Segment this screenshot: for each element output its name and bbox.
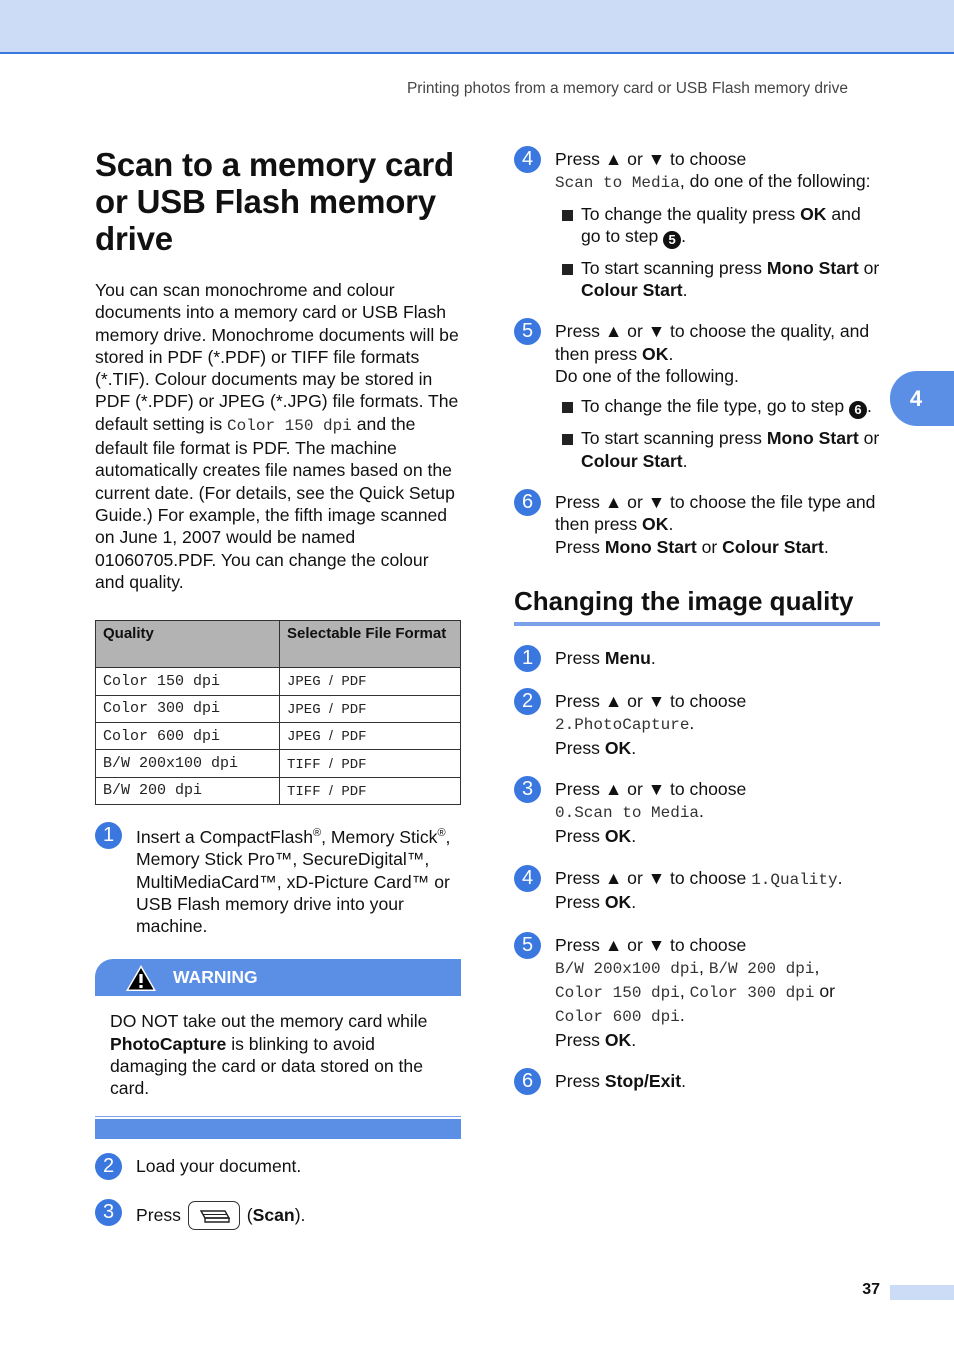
step-text	[555, 1068, 880, 1092]
b-text: To start scanning press	[581, 428, 767, 449]
b-text: .	[867, 396, 872, 417]
format-a: TIFF	[287, 756, 321, 773]
right-column	[514, 140, 880, 1092]
b-bold: Mono Start	[766, 257, 859, 278]
quality-cell: Color 150 dpi	[96, 668, 280, 695]
scan-label: Scan	[252, 1204, 295, 1225]
warning-footer	[95, 1116, 461, 1139]
format-cell	[280, 695, 461, 722]
step-text	[136, 822, 461, 937]
b-bold: OK	[800, 203, 827, 224]
b-bold: Mono Start	[766, 428, 859, 449]
s4-post: , do one of the following:	[679, 171, 871, 192]
s6-bold: OK	[642, 514, 669, 535]
step-text	[555, 645, 880, 669]
bullet-start-scanning	[555, 427, 880, 472]
q-text: .	[699, 801, 704, 822]
b-text: To change the quality press	[581, 203, 801, 224]
q-text: Press ▲ or ▼ to choose	[555, 934, 747, 955]
q-text: Press ▲ or ▼ to choose	[555, 779, 747, 800]
q-text: Press	[555, 825, 605, 846]
step1-text-c: , Memory Stick Pro™, SecureDigital™, MultiMediaCard™, xD-Picture Card™ or USB Flash memory drive into your machine.	[136, 826, 451, 937]
step-text	[555, 318, 880, 387]
quality-cell: Color 300 dpi	[96, 695, 280, 722]
s6-pre: Press ▲ or ▼ to choose the file type and then press	[555, 491, 876, 535]
q-text: Press ▲ or ▼ to choose	[555, 867, 752, 888]
q-bold: Stop/Exit	[604, 1071, 682, 1092]
s6-l2-bold: Mono Start	[604, 536, 697, 557]
format-a: JPEG	[287, 729, 321, 746]
warning-footer-bar	[95, 1119, 461, 1139]
q-bold: OK	[604, 892, 632, 913]
step-number: 1	[514, 645, 541, 672]
q-code: 1.Quality	[751, 870, 838, 889]
q-text: Press	[555, 1029, 605, 1050]
s4-pre: Press ▲ or ▼ to choose	[555, 149, 747, 169]
q-text: .	[681, 1071, 687, 1092]
format-b: PDF	[341, 783, 367, 800]
table-row	[96, 668, 461, 695]
q-text: ,	[814, 956, 820, 977]
format-sep: /	[329, 672, 333, 689]
step-number: 1	[95, 822, 122, 849]
step-text	[555, 865, 880, 914]
format-a: TIFF	[287, 783, 321, 800]
format-cell	[280, 750, 461, 777]
table-header-row	[96, 621, 461, 668]
format-b: PDF	[341, 756, 367, 773]
quality-table	[95, 620, 461, 805]
step-text	[136, 1199, 461, 1230]
q-bold: OK	[604, 1029, 632, 1050]
b-text: or	[858, 428, 880, 449]
q-text: .	[650, 647, 656, 668]
intro-text-1: You can scan monochrome and colour documents into a memory card or USB Flash memory drive. Monochrome documents will be stored in PDF (*.PDF) or TIFF file formats (*.TIF). Colour documents may be stored in PDF (*.PDF) or JPEG (*.JPG) file formats. The default setting is	[95, 280, 459, 434]
intro-text-2: and the default file format is PDF. The machine automatically creates file names based on the current date. (For details, see the Quick Setup Guide.) For example, the fifth image scanned on June 1, 2007 would be named 01060705.PDF. You can change the colour and quality.	[95, 413, 455, 592]
q-text: .	[679, 1005, 685, 1026]
step-press-scan	[95, 1199, 461, 1230]
intro-paragraph	[95, 279, 461, 593]
quality-cell: B/W 200 dpi	[96, 777, 280, 804]
step-number: 3	[95, 1199, 122, 1226]
top-band	[0, 0, 954, 54]
quality-cell: Color 600 dpi	[96, 722, 280, 749]
warning-label: WARNING	[173, 967, 258, 988]
s5-bold: OK	[642, 343, 669, 364]
format-sep: /	[329, 727, 333, 744]
q-text: ,	[699, 956, 709, 977]
q-bold: Menu	[604, 647, 651, 668]
step1-text-b: , Memory Stick	[321, 826, 438, 847]
q-code: B/W 200 dpi	[708, 959, 815, 978]
step-ref-badge: 5	[663, 231, 681, 249]
q-text: .	[631, 1029, 637, 1050]
step-number: 6	[514, 489, 541, 516]
q-code: 0.Scan to Media	[555, 804, 700, 823]
q-code: B/W 200x100 dpi	[555, 959, 700, 978]
format-b: PDF	[341, 674, 367, 691]
section-title: Changing the image quality	[514, 586, 880, 626]
b-text: To change the file type, go to step	[581, 396, 849, 417]
b-text: .	[682, 450, 688, 471]
warning-body	[95, 996, 461, 1099]
table-row	[96, 695, 461, 722]
format-cell	[280, 668, 461, 695]
header-quality: Quality	[96, 621, 280, 668]
chapter-tab: 4	[890, 371, 954, 426]
registered-mark: ®	[313, 827, 322, 840]
warning-bold: PhotoCapture	[110, 1033, 227, 1054]
bullet-change-file-type	[555, 395, 880, 419]
step-number: 2	[514, 688, 541, 715]
format-a: JPEG	[287, 701, 321, 718]
bullet-change-quality	[555, 203, 880, 249]
q-text: ,	[679, 981, 690, 1002]
quality-step-quality	[514, 865, 880, 914]
s6-end: .	[668, 514, 674, 535]
q-text: Press	[555, 892, 605, 913]
q-text: or	[814, 981, 835, 1002]
step-choose-file-type	[514, 489, 880, 558]
q-text: Press	[555, 737, 605, 758]
page-number: 37	[862, 1281, 880, 1298]
step-number: 2	[95, 1153, 122, 1180]
s5-pre: Press ▲ or ▼ to choose the quality, and then press	[555, 321, 870, 364]
q-text: Press	[555, 1071, 605, 1092]
s5-line2: Do one of the following.	[555, 366, 739, 387]
b-text: .	[682, 280, 688, 301]
q-text: Press ▲ or ▼ to choose	[555, 691, 747, 712]
q-code: Color 600 dpi	[555, 1008, 680, 1027]
b-bold: Colour Start	[581, 280, 683, 301]
header-format: Selectable File Format	[280, 621, 461, 668]
step-number: 4	[514, 146, 541, 173]
warning-text-a: DO NOT take out the memory card while	[110, 1011, 428, 1032]
table-row	[96, 722, 461, 749]
b-text: and go to step	[581, 203, 861, 246]
step-text	[555, 489, 880, 558]
s5-end: .	[668, 343, 674, 364]
step-text	[555, 146, 880, 195]
b-bold: Colour Start	[581, 450, 683, 471]
quality-step-scan-to-media	[514, 776, 880, 847]
quality-step-menu	[514, 645, 880, 669]
step-insert-card	[95, 822, 461, 937]
s6-l2-bold: Colour Start	[722, 536, 824, 557]
s6-l2: Press	[555, 536, 605, 557]
q-text: .	[631, 825, 637, 846]
step-number: 4	[514, 865, 541, 892]
b-text: To start scanning press	[581, 257, 767, 278]
step3-press: Press	[136, 1204, 181, 1225]
page-title: Scan to a memory card or USB Flash memory drive	[95, 146, 454, 257]
warning-text-b: is blinking to avoid damaging the card or data stored on the card.	[110, 1033, 423, 1099]
format-b: PDF	[341, 701, 367, 718]
q-bold: OK	[604, 825, 632, 846]
running-header: Printing photos from a memory card or USB Flash memory drive	[406, 80, 848, 97]
s6-l2: or	[696, 536, 723, 557]
bullet-start-scanning	[555, 257, 880, 302]
quality-step-stop-exit	[514, 1068, 880, 1092]
step-text	[555, 688, 880, 759]
page-number-bar	[890, 1285, 954, 1300]
step-number: 6	[514, 1068, 541, 1095]
step-ref-badge: 6	[849, 401, 867, 419]
step-number: 3	[514, 776, 541, 803]
b-text: or	[858, 257, 880, 278]
default-setting-code: Color 150 dpi	[227, 416, 352, 435]
step-text: Load your document.	[136, 1155, 302, 1176]
step3-paren-close: ).	[294, 1204, 306, 1225]
step-number: 5	[514, 932, 541, 959]
format-sep: /	[329, 781, 333, 798]
q-code: Color 150 dpi	[555, 984, 680, 1003]
q-text: .	[689, 713, 695, 734]
q-bold: OK	[604, 737, 632, 758]
left-column	[95, 140, 461, 1230]
registered-mark: ®	[437, 827, 446, 840]
step-text	[555, 932, 880, 1051]
format-sep: /	[329, 754, 333, 771]
scan-button-icon	[188, 1201, 240, 1230]
table-row	[96, 777, 461, 804]
q-text: .	[631, 737, 637, 758]
quality-step-photocapture	[514, 688, 880, 759]
step-text	[555, 776, 880, 847]
format-sep: /	[329, 699, 333, 716]
format-a: JPEG	[287, 674, 321, 691]
q-text: .	[631, 892, 637, 913]
step-number: 5	[514, 318, 541, 345]
format-b: PDF	[341, 729, 367, 746]
format-cell	[280, 777, 461, 804]
step-choose-scan-to-media	[514, 146, 880, 301]
q-text: Press	[555, 647, 605, 668]
s4-code: Scan to Media	[555, 174, 680, 193]
step-choose-quality	[514, 318, 880, 471]
step1-text-a: Insert a CompactFlash	[136, 826, 313, 847]
warning-icon	[125, 964, 157, 992]
s6-l2: .	[823, 536, 829, 557]
q-code: Color 300 dpi	[689, 984, 815, 1003]
q-code: 2.PhotoCapture	[555, 716, 690, 735]
step3-paren-open: (	[241, 1204, 253, 1225]
step-load-document	[95, 1153, 461, 1177]
b-text: .	[681, 225, 687, 246]
table-row	[96, 750, 461, 777]
q-text: .	[837, 867, 843, 888]
quality-cell: B/W 200x100 dpi	[96, 750, 280, 777]
warning-header	[95, 959, 461, 996]
quality-step-resolution	[514, 932, 880, 1051]
format-cell	[280, 722, 461, 749]
